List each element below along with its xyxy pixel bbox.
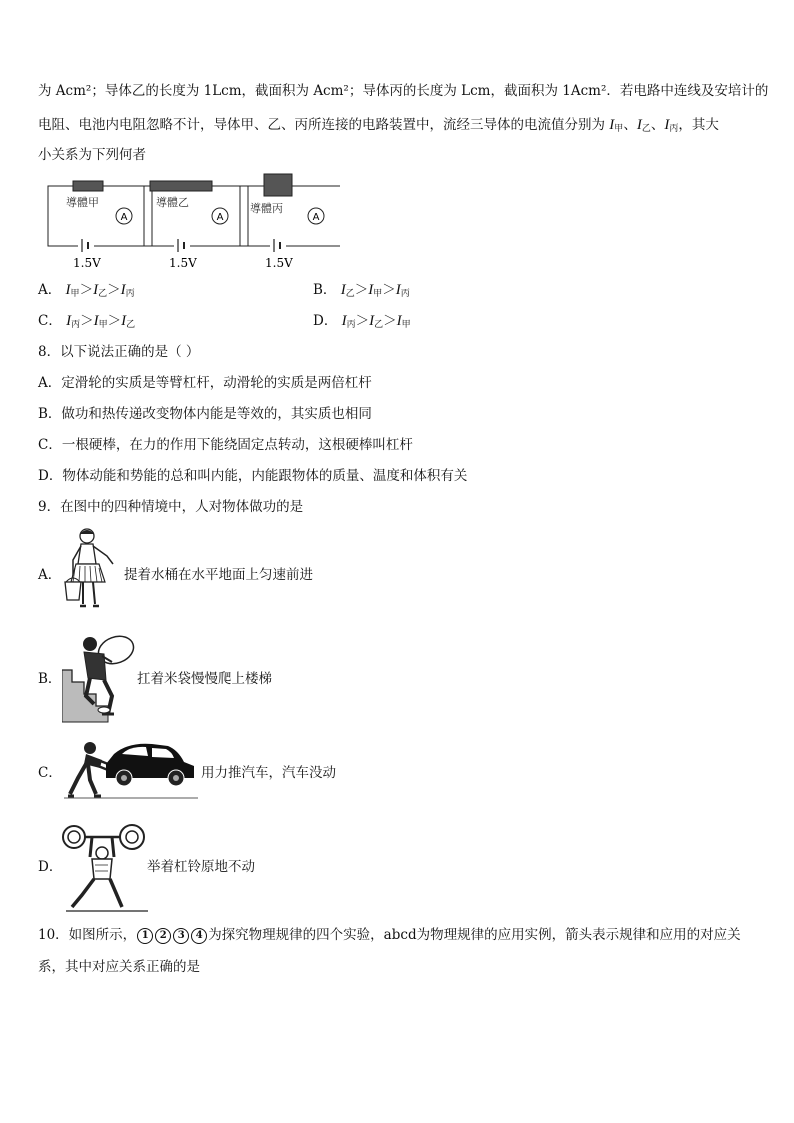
- q8-option-d[interactable]: D．物体动能和势能的总和叫内能，内能跟物体的质量、温度和体积有关: [38, 468, 468, 484]
- q9-option-d-caption: 举着杠铃原地不动: [147, 859, 255, 875]
- q9-stem: 9．在图中的四种情境中，人对物体做功的是: [38, 499, 304, 515]
- q9-option-d-letter[interactable]: D．: [38, 859, 63, 875]
- voltage-label: 1.5V: [265, 256, 293, 270]
- q7-text-line1: 为 Acm²；导体乙的长度为 1Lcm，截面积为 Acm²；导体丙的长度为 Lcm，截面积为 1Acm²．若电路中连线及安培计的: [38, 83, 769, 99]
- q9-option-b-letter[interactable]: B．: [38, 671, 62, 687]
- conductor-label: 導體丙: [250, 202, 283, 215]
- q9-option-c-letter[interactable]: C．: [38, 765, 62, 781]
- circuit-bing: [240, 174, 340, 270]
- ammeter-label: A: [216, 212, 224, 223]
- q10-stem-pre: 10．如图所示，: [38, 927, 137, 943]
- voltage-label: 1.5V: [73, 256, 101, 270]
- conductor-label: 導體乙: [156, 196, 189, 209]
- q9-option-b-caption: 扛着米袋慢慢爬上楼梯: [137, 671, 272, 687]
- q7-option-b[interactable]: B． $I_乙>I_甲>I_丙$: [313, 282, 410, 298]
- q9-option-c-caption: 用力推汽车，汽车没动: [201, 765, 336, 781]
- q10-stem-post: 为探究物理规律的四个实验，abcd为物理规律的应用实例，箭头表示规律和应用的对应关: [208, 927, 741, 943]
- q7-text-line3: 小关系为下列何者: [38, 147, 146, 163]
- circuit-jia: [48, 181, 152, 270]
- q7-line2-pre: 电阻、电池内电阻忽略不计，导体甲、乙、丙所连接的电路装置中，流经三导体的电流值分别为: [38, 117, 610, 133]
- q10-text-line1: [38, 925, 741, 945]
- current-symbol-bing: $I_丙$: [664, 117, 679, 133]
- circled-2: 2: [155, 928, 171, 944]
- q9-option-a-caption: 提着水桶在水平地面上匀速前进: [124, 567, 313, 583]
- circled-3: 3: [173, 928, 189, 944]
- q9-option-a-letter[interactable]: A．: [38, 567, 62, 583]
- current-symbol-jia: $I_甲$: [609, 117, 624, 133]
- ammeter-label: A: [120, 212, 128, 223]
- circled-4: 4: [191, 928, 207, 944]
- current-symbol-yi: $I_乙$: [636, 117, 651, 133]
- q7-option-d[interactable]: D． $I_丙>I_乙>I_甲$: [313, 313, 411, 329]
- circled-1: 1: [137, 928, 153, 944]
- circuit-yi: [144, 181, 248, 270]
- circuit-diagrams: [40, 170, 340, 270]
- q8-option-b[interactable]: B．做功和热传递改变物体内能是等效的，其实质也相同: [38, 406, 372, 422]
- ammeter-label: A: [312, 212, 320, 223]
- q7-line2-post: ，其大: [678, 117, 719, 133]
- q10-text-line2: 系，其中对应关系正确的是: [38, 959, 200, 975]
- person-pushing-car-image: [64, 738, 200, 800]
- q8-option-a[interactable]: A．定滑轮的实质是等臂杠杆，动滑轮的实质是两倍杠杆: [38, 375, 372, 391]
- q8-stem: 8．以下说法正确的是（ ）: [38, 344, 200, 360]
- person-holding-barbell-image: [62, 817, 152, 915]
- q7-option-c[interactable]: C． $I_丙>I_甲>I_乙$: [38, 313, 136, 329]
- voltage-label: 1.5V: [169, 256, 197, 270]
- person-carrying-sack-upstairs-image: [62, 630, 142, 725]
- conductor-label: 導體甲: [66, 196, 99, 209]
- q7-option-a[interactable]: A． $I_甲>I_乙>I_丙$: [38, 282, 135, 298]
- person-carrying-bucket-image: [63, 526, 123, 616]
- q7-text-line2: 电阻、电池内电阻忽略不计，导体甲、乙、丙所连接的电路装置中，流经三导体的电流值分别为 $I_甲$、$I_乙$、$I_丙$，其大: [38, 117, 719, 133]
- q8-option-c[interactable]: C．一根硬棒，在力的作用下能绕固定点转动，这根硬棒叫杠杆: [38, 437, 413, 453]
